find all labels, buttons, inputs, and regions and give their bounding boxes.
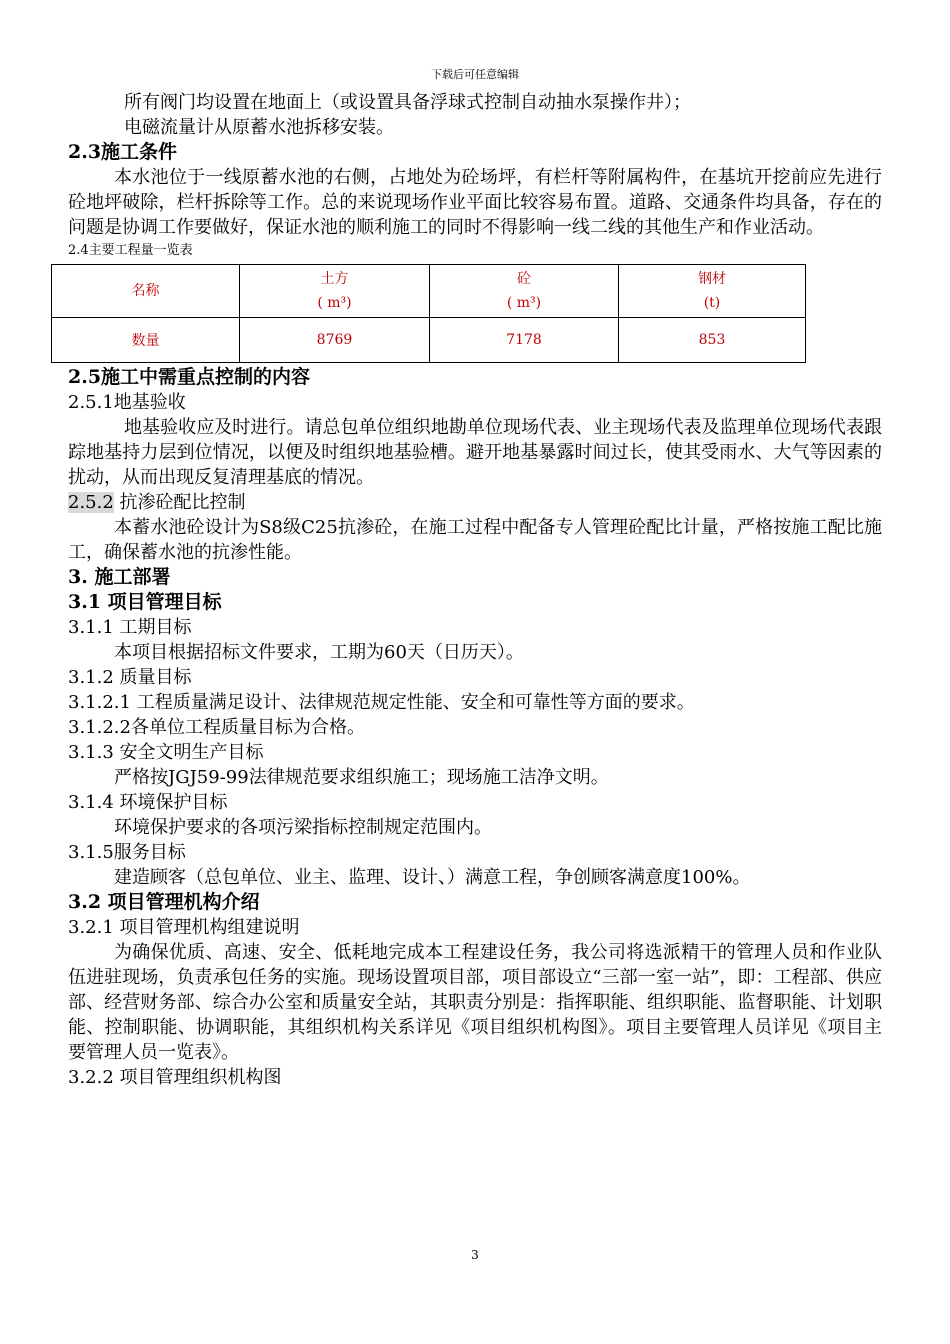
paragraph: 为确保优质、高速、安全、低耗地完成本工程建设任务，我公司将选派精干的管理人员和作业队伍进驻现场，负责承包任务的实施。现场设置项目部，项目部设立“三部一室一站”，即：工程部、供应部、经营财务部、综合办公室和质量安全站，其职责分别是：指挥职能、组织职能、监督职能、计划职能、控制职能、协调职能，其组织机构关系详见《项目组织机构图》。项目主要管理人员详见《项目主要管理人员一览表》。 bbox=[68, 942, 882, 1063]
highlighted-number: 2.5.2 bbox=[68, 492, 114, 513]
table-header-concrete bbox=[430, 265, 619, 318]
column-label: 土方 bbox=[320, 271, 349, 287]
subsection-heading: 3.1.5服务目标 bbox=[68, 842, 186, 863]
section-heading: 3.2 项目管理机构介绍 bbox=[68, 891, 260, 913]
page-number: 3 bbox=[471, 1248, 479, 1262]
table-caption: 2.4主要工程量一览表 bbox=[68, 243, 193, 258]
text-line: 3.1.2.1 工程质量满足设计、法律规范规定性能、安全和可靠性等方面的要求。 bbox=[68, 692, 695, 713]
column-label: 砼 bbox=[517, 271, 531, 287]
paragraph: 本水池位于一线原蓄水池的右侧，占地处为砼场坪，有栏杆等附属构件，在基坑开挖前应先进行砼地坪破除，栏杆拆除等工作。总的来说现场作业平面比较容易布置。道路、交通条件均具备，存在的问题是协调工作要做好，保证水池的顺利施工的同时不得影响一线二线的其他生产和作业活动。 bbox=[68, 167, 882, 238]
subsection-heading bbox=[68, 490, 882, 515]
section-heading: 2.3施工条件 bbox=[68, 141, 178, 163]
text-line: 电磁流量计从原蓄水池拆移安装。 bbox=[124, 117, 394, 138]
paragraph: 本蓄水池砼设计为S8级C25抗渗砼，在施工过程中配备专人管理砼配比计量，严格按施工配比施工，确保蓄水池的抗渗性能。 bbox=[68, 517, 882, 563]
subsection-heading: 3.1.1 工期目标 bbox=[68, 617, 192, 638]
text-line: 所有阀门均设置在地面上（或设置具备浮球式控制自动抽水泵操作井）； bbox=[124, 92, 691, 113]
section-heading: 2.5施工中需重点控制的内容 bbox=[68, 366, 311, 388]
table-header-earthwork bbox=[240, 265, 430, 318]
column-label: 钢材 bbox=[698, 271, 726, 287]
table-header-name: 名称 bbox=[52, 265, 240, 318]
text-line: 3.1.2.2各单位工程质量目标为合格。 bbox=[68, 717, 365, 738]
column-unit: (t) bbox=[703, 295, 721, 311]
document-body bbox=[68, 90, 882, 1090]
subsection-heading: 3.1.4 环境保护目标 bbox=[68, 792, 228, 813]
column-unit: ( m³) bbox=[317, 295, 352, 311]
table-cell: 7178 bbox=[430, 318, 619, 363]
table-cell: 853 bbox=[619, 318, 806, 363]
table-header-steel bbox=[619, 265, 806, 318]
text-line: 本项目根据招标文件要求，工期为60天（日历天）。 bbox=[114, 642, 524, 663]
subsection-heading: 3.2.1 项目管理机构组建说明 bbox=[68, 917, 300, 938]
column-unit: ( m³) bbox=[506, 295, 542, 311]
table-cell: 8769 bbox=[240, 318, 430, 363]
paragraph: 地基验收应及时进行。请总包单位组织地勘单位现场代表、业主现场代表及监理单位现场代表跟踪地基持力层到位情况，以便及时组织地基验槽。避开地基暴露时间过长，使其受雨水、大气等因素的扰动，从而出现反复清理基底的情况。 bbox=[68, 417, 882, 488]
text-line: 严格按JGJ59-99法律规范要求组织施工；现场施工洁净文明。 bbox=[114, 767, 609, 788]
text-line: 环境保护要求的各项污梁指标控制规定范围内。 bbox=[114, 817, 492, 838]
subsection-heading: 3.1.3 安全文明生产目标 bbox=[68, 742, 264, 763]
subsection-heading: 3.1.2 质量目标 bbox=[68, 667, 192, 688]
paragraph: 建造顾客（总包单位、业主、监理、设计、）满意工程，争创顾客满意度100%。 bbox=[114, 867, 751, 888]
section-heading: 3. 施工部署 bbox=[68, 566, 171, 588]
subsection-heading: 2.5.1地基验收 bbox=[68, 392, 186, 413]
subsection-heading: 3.2.2 项目管理组织机构图 bbox=[68, 1067, 282, 1088]
page-header: 下载后可任意编辑 bbox=[431, 68, 519, 81]
subsection-title: 抗渗砼配比控制 bbox=[113, 492, 246, 513]
quantity-table bbox=[51, 264, 806, 363]
table-row-label: 数量 bbox=[52, 318, 240, 363]
section-heading: 3.1 项目管理目标 bbox=[68, 591, 222, 613]
